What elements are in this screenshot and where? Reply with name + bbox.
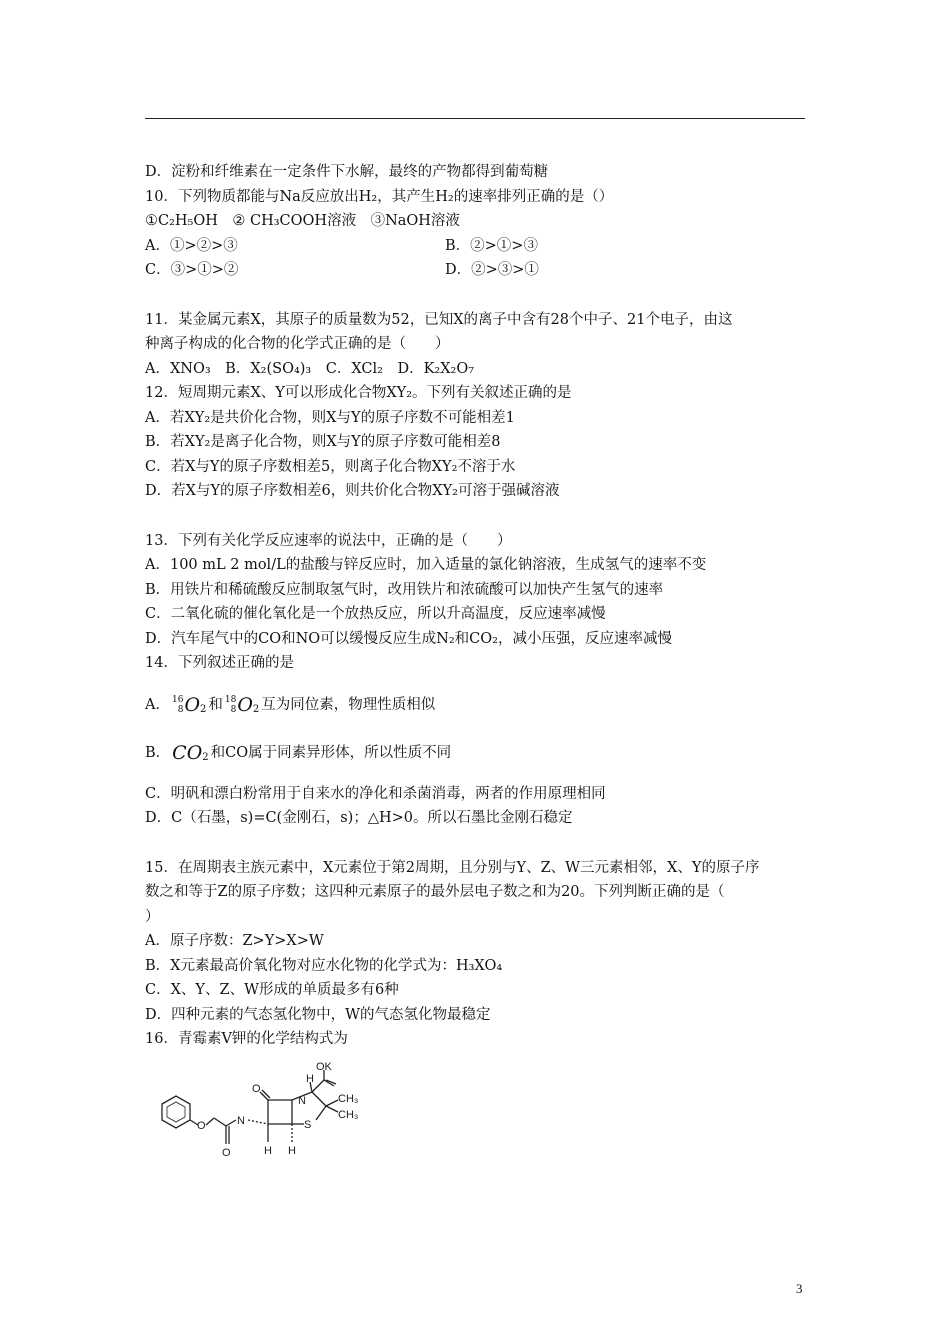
q15-option-d: D．四种元素的气态氢化物中，W的气态氢化物最稳定 [145, 1006, 491, 1023]
ch3-1-label: CH₃ [338, 1093, 359, 1105]
question-10: 10．下列物质都能与Na反应放出H₂，其产生H₂的速率排列正确的是（） [145, 188, 614, 205]
formula-co2: CO 2 [172, 741, 209, 764]
question-15-line1: 15．在周期表主族元素中，X元素位于第2周期，且分别与Y、Z、W三元素相邻，X、Y的原子序 [145, 859, 760, 876]
q10-options-ab [145, 234, 805, 259]
s-label: S [304, 1119, 312, 1131]
q10-items: ①C₂H₅OH ② CH₃COOH溶液 ③NaOH溶液 [145, 213, 460, 229]
benzene-ring [162, 1096, 190, 1128]
question-16: 16．青霉素V钾的化学结构式为 [145, 1031, 348, 1047]
page-content [145, 160, 805, 1052]
q12-option-d: D．若X与Y的原子序数相差6，则共价化合物XY₂可溶于强碱溶液 [145, 483, 560, 499]
question-11-line2: 种离子构成的化合物的化学式正确的是（ ） [145, 336, 450, 352]
q12-option-b: B．若XY₂是离子化合物，则X与Y的原子序数可能相差8 [145, 434, 501, 450]
q15-option-c: C．X、Y、Z、W形成的单质最多有6种 [145, 982, 399, 998]
ether-o-label: O [197, 1120, 206, 1132]
q14-option-d: D．C（石墨，s)=C(金刚石，s)；△H>0。所以石墨比金刚石稳定 [145, 810, 573, 826]
amide-n-label: N [237, 1115, 245, 1127]
ring-n-label: N [298, 1095, 306, 1107]
isotope-o16: 16 8 O 2 [171, 693, 207, 716]
q15-option-a: A．原子序数：Z>Y>X>W [145, 933, 324, 949]
question-11-line1: 11．某金属元素X，其原子的质量数为52，已知X的离子中含有28个中子、21个电子，由这 [145, 311, 733, 328]
question-15-line3: ） [145, 908, 160, 925]
q10-option-b: B．②>①>③ [445, 237, 538, 254]
h-right-label: H [288, 1145, 296, 1157]
page-number: 3 [796, 1281, 803, 1296]
q13-option-c: C．二氧化硫的催化氧化是一个放热反应，所以升高温度，反应速率减慢 [145, 606, 606, 622]
h-top-label: H [306, 1073, 314, 1085]
q15-option-b: B．X元素最高价氧化物对应水化物的化学式为：H₃XO₄ [145, 957, 503, 974]
q14-option-a: A． 16 8 O 2 和 18 8 O 2 互为同位素，物理性质相似 [145, 686, 805, 724]
q10-option-d: D．②>③>① [445, 262, 539, 278]
q10-option-c: C．③>①>② [145, 262, 239, 278]
penicillin-v-structure [140, 1062, 380, 1172]
q13-option-a: A．100 mL 2 mol/L的盐酸与锌反应时，加入适量的氯化钠溶液，生成氢气的速率不变 [145, 557, 707, 573]
q12-option-a: A．若XY₂是共价化合物，则X与Y的原子序数不可能相差1 [145, 409, 515, 426]
header-rule [145, 118, 805, 119]
ch3-2-label: CH₃ [338, 1109, 359, 1121]
isotope-o18: 18 8 O 2 [224, 693, 260, 716]
q13-option-d: D．汽车尾气中的CO和NO可以缓慢反应生成N₂和CO₂，减小压强，反应速率减慢 [145, 630, 672, 647]
q14-option-b: B． CO 2 和CO属于同素异形体，所以性质不同 [145, 734, 805, 772]
q13-option-b: B．用铁片和稀硫酸反应制取氢气时，改用铁片和浓硫酸可以加快产生氢气的速率 [145, 581, 664, 598]
q12-option-c: C．若X与Y的原子序数相差5，则离子化合物XY₂不溶于水 [145, 458, 516, 475]
question-12: 12．短周期元素X、Y可以形成化合物XY₂。下列有关叙述正确的是 [145, 385, 572, 401]
q14-option-c: C．明矾和漂白粉常用于自来水的净化和杀菌消毒，两者的作用原理相同 [145, 785, 606, 802]
lactam-o-label: O [252, 1083, 261, 1095]
question-14: 14．下列叙述正确的是 [145, 655, 294, 671]
h-left-label: H [264, 1145, 272, 1157]
q9-option-d: D．淀粉和纤维素在一定条件下水解，最终的产物都得到葡萄糖 [145, 164, 549, 180]
q10-options-cd [145, 258, 805, 283]
carbonyl-o-label: O [222, 1147, 231, 1159]
question-15-line2: 数之和等于Z的原子序数；这四种元素原子的最外层电子数之和为20。下列判断正确的是（ [145, 884, 725, 900]
q11-options: A．XNO₃ B．X₂(SO₄)₃ C．XCl₂ D．K₂X₂O₇ [145, 360, 475, 377]
question-13: 13．下列有关化学反应速率的说法中，正确的是（ ） [145, 532, 512, 549]
ok-label: OK [316, 1062, 332, 1073]
q10-option-a: A．①>②>③ [145, 237, 238, 254]
